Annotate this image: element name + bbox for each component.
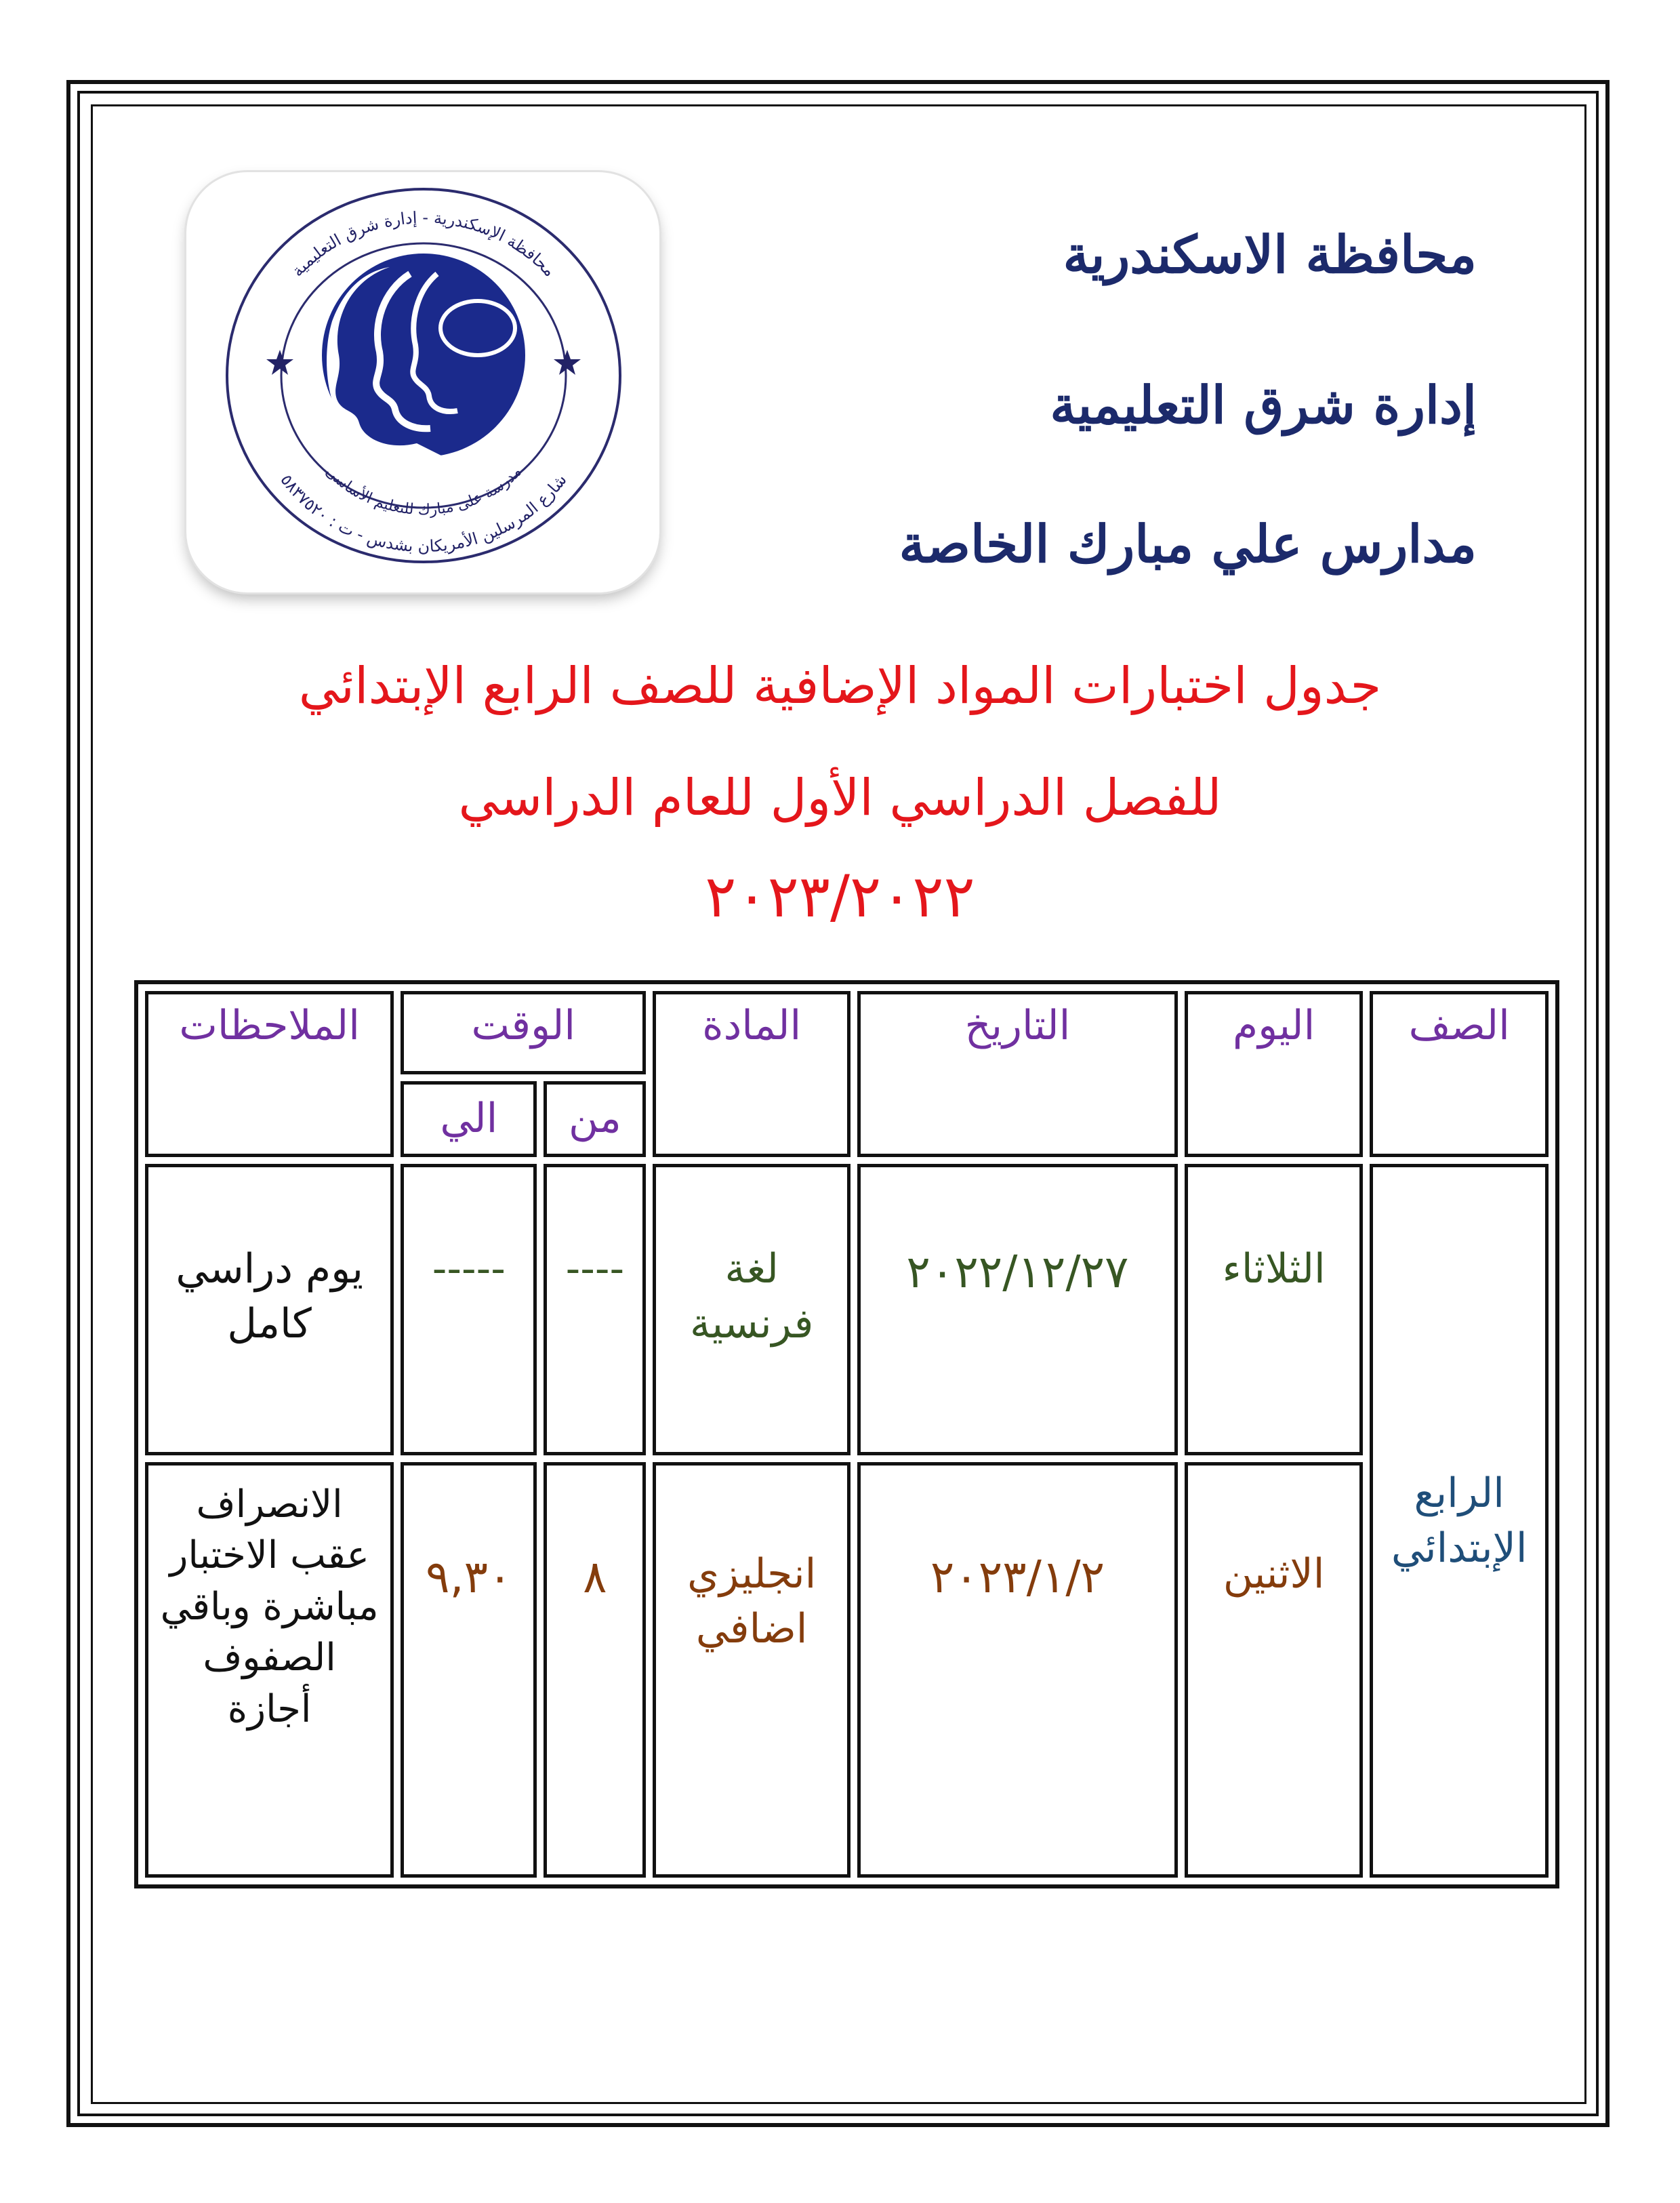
academic-year: ٢٠٢٣/٢٠٢٢ (705, 863, 975, 931)
class-cell: الرابع الإبتدائي (1370, 1164, 1549, 1878)
time-to-cell: ----- (401, 1164, 537, 1455)
logo-address-text: شارع المرسلين الأمريكان بشدس - ت : ٥٨٣٧٥٢٠ (276, 470, 571, 557)
time-from-cell: ٨ (544, 1462, 646, 1878)
date-cell: ٢٠٢٢/١٢/٢٧ (857, 1164, 1178, 1455)
school-seal-logo-icon (186, 172, 659, 592)
administration-name: إدارة شرق التعليمية (1050, 375, 1477, 435)
day-cell: الثلاثاء (1185, 1164, 1364, 1455)
subject-cell: لغة فرنسية (653, 1164, 851, 1455)
notes-cell: يوم دراسي كامل (145, 1164, 394, 1455)
table-row (145, 1462, 1549, 1878)
header-time: الوقت (401, 991, 646, 1074)
table-row (145, 1164, 1549, 1455)
logo-ring-text: محافظة الإسكندرية - إدارة شرق التعليمية (287, 207, 560, 281)
header-notes: الملاحظات (145, 991, 394, 1157)
header-subject: المادة (653, 991, 851, 1157)
date-cell: ٢٠٢٣/١/٢ (857, 1462, 1178, 1878)
logo-inner-text: مدرسة على مبارك للتعليم الأساسى (322, 463, 525, 519)
notes-cell: الانصراف عقب الاختبار مباشرة وباقي الصفوف أجازة (145, 1462, 394, 1878)
table-header-row (145, 991, 1549, 1074)
header-date: التاريخ (857, 991, 1178, 1157)
schedule-subtitle: للفصل الدراسي الأول للعام الدراسي (458, 769, 1222, 827)
header-class: الصف (1370, 991, 1549, 1157)
time-from-cell: ---- (544, 1164, 646, 1455)
exam-schedule-table (134, 980, 1559, 1888)
time-to-cell: ٩,٣٠ (401, 1462, 537, 1878)
governorate-name: محافظة الاسكندرية (1063, 224, 1477, 285)
header-time-from: من (544, 1081, 646, 1157)
subject-cell: انجليزي اضافي (653, 1462, 851, 1878)
header-day: اليوم (1185, 991, 1364, 1157)
schedule-title: جدول اختبارات المواد الإضافية للصف الرابع الإبتدائي (298, 657, 1382, 715)
header-time-to: الي (401, 1081, 537, 1157)
day-cell: الاثنين (1185, 1462, 1364, 1878)
school-name: مدارس علي مبارك الخاصة (899, 514, 1477, 574)
school-logo (186, 172, 659, 592)
